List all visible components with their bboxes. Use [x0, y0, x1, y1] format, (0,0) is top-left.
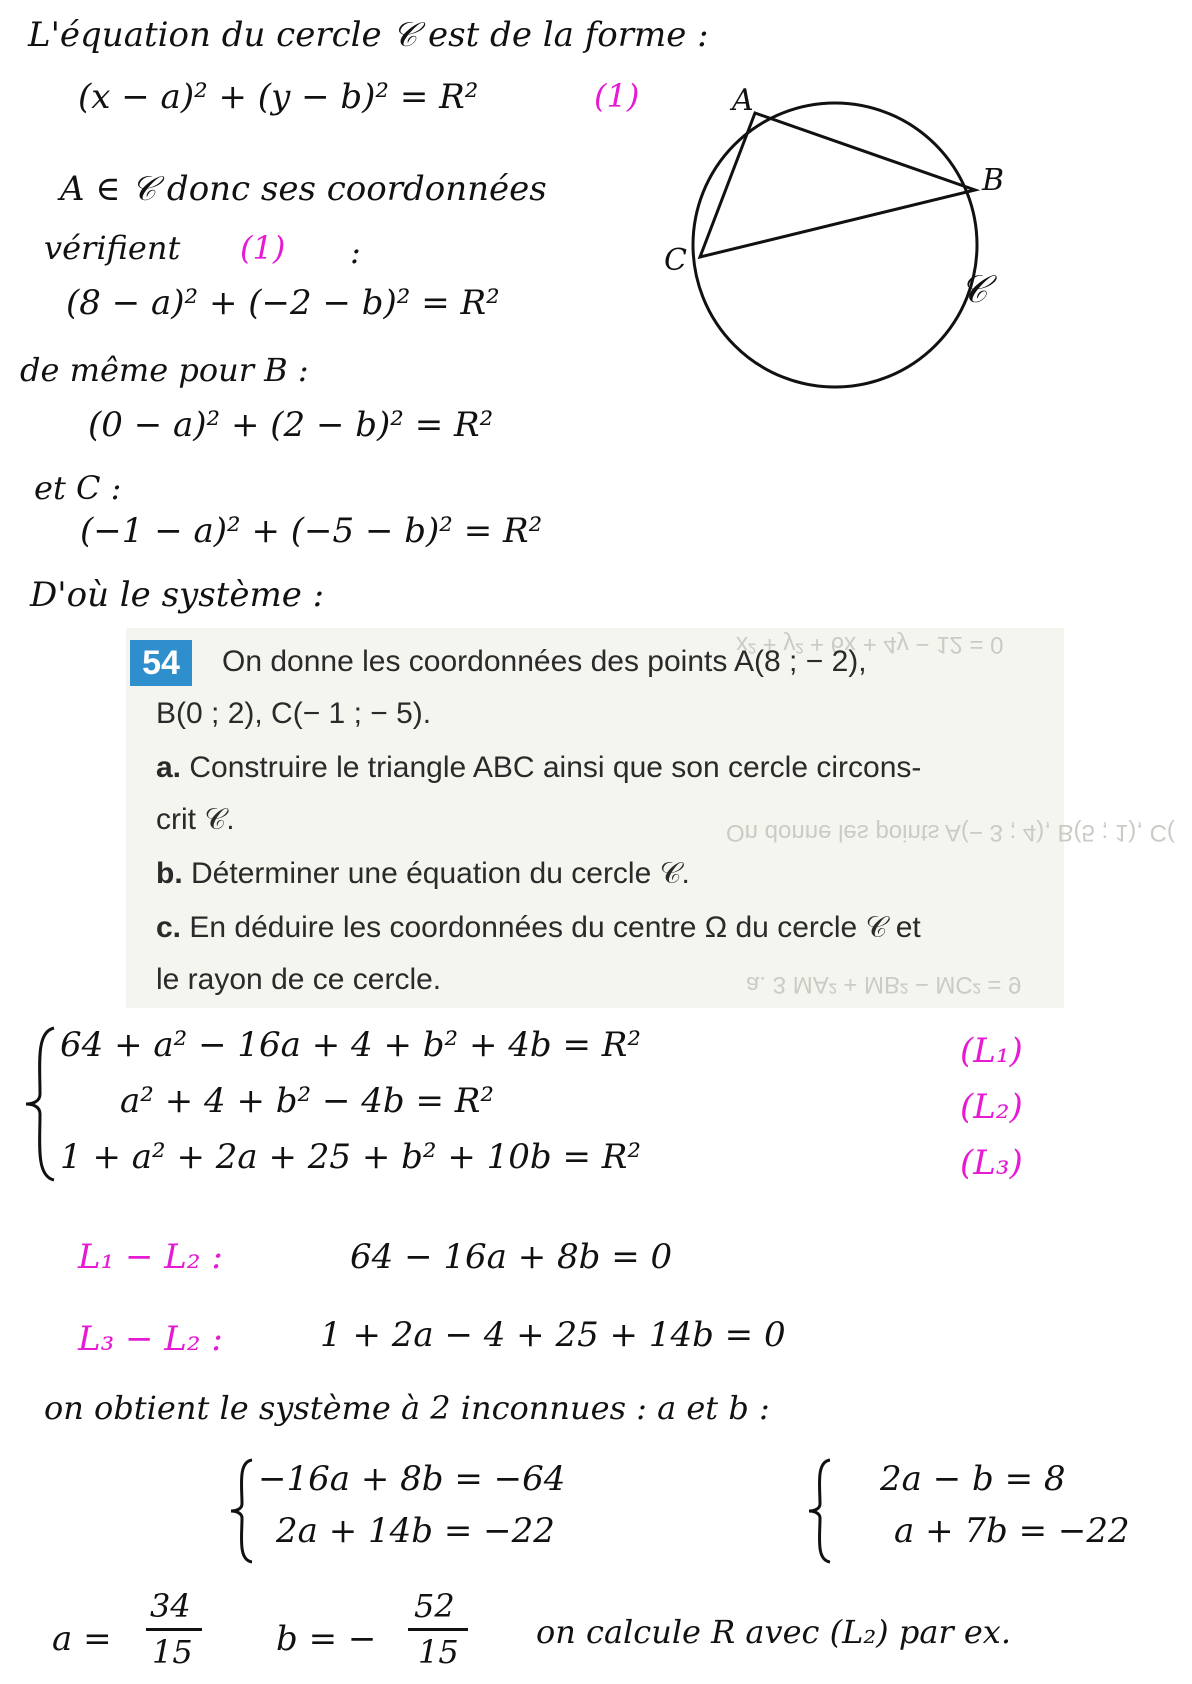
system-line-1: 64 + a² − 16a + 4 + b² + 4b = R² — [60, 1025, 641, 1065]
system-line-3: 1 + a² + 2a + 25 + b² + 10b = R² — [60, 1137, 641, 1177]
reduced-brace-1 — [228, 1456, 258, 1566]
exercise-line-1: On donne les coordonnées des points A(8 ; − 2), — [222, 645, 867, 678]
exercise-box — [126, 628, 1175, 1008]
reduced-system-1-line-2: 2a + 14b = −22 — [276, 1511, 555, 1551]
question-b-label: b. — [156, 857, 183, 890]
question-c-text: En déduire les coordonnées du centre Ω du cercle 𝒞 et — [189, 911, 921, 944]
et-c-text: et C : — [34, 469, 122, 507]
equation-point-b: (0 − a)² + (2 − b)² = R² — [88, 405, 494, 445]
operation-2-label: L₃ − L₂ : — [78, 1319, 223, 1359]
a-denominator: 15 — [152, 1633, 193, 1671]
b-denominator: 15 — [418, 1633, 459, 1671]
system-tag-l2: (L₂) — [960, 1087, 1023, 1127]
label-circle: 𝒞 — [960, 267, 988, 311]
bleed-through-text: x² + y² + 6x + 4y − 12 = 0 — [736, 631, 1004, 658]
exercise-line-2: B(0 ; 2), C(− 1 ; − 5). — [156, 697, 432, 730]
operation-2-result: 1 + 2a − 4 + 25 + 14b = 0 — [320, 1315, 786, 1355]
verifient-colon: : — [350, 233, 361, 271]
system-tag-l3: (L₃) — [960, 1143, 1023, 1183]
reduced-system-2-line-2: a + 7b = −22 — [894, 1511, 1130, 1551]
triangle-abc — [700, 113, 975, 257]
label-c: C — [664, 243, 687, 278]
verifient-text: vérifient — [44, 229, 181, 267]
label-a: A — [732, 83, 754, 118]
exercise-number: 54 — [130, 640, 192, 686]
question-c-text-2: le rayon de ce cercle. — [156, 963, 442, 996]
a-fraction-bar — [146, 1628, 202, 1631]
equation-point-c: (−1 − a)² + (−5 − b)² = R² — [80, 511, 543, 551]
question-c — [156, 910, 921, 946]
question-a-text: Construire le triangle ABC ainsi que son cercle circons- — [189, 751, 922, 784]
intro-text: L'équation du cercle 𝒞 est de la forme : — [28, 15, 709, 55]
question-b — [156, 856, 690, 892]
question-c-label: c. — [156, 911, 182, 944]
question-a — [156, 750, 921, 786]
b-numerator: 52 — [414, 1587, 455, 1625]
circle-triangle-figure — [660, 80, 1040, 400]
system-tag-l1: (L₁) — [960, 1031, 1023, 1071]
dou-systeme-text: D'où le système : — [30, 575, 325, 615]
a-in-circle-text: A ∈ 𝒞 donc ses coordonnées — [60, 169, 547, 209]
circumscribed-circle — [693, 103, 977, 387]
question-a-label: a. — [156, 751, 182, 784]
b-equals: b = − — [276, 1619, 377, 1659]
label-b: B — [982, 163, 1005, 198]
a-equals: a = — [52, 1619, 112, 1659]
a-numerator: 34 — [150, 1587, 191, 1625]
system-brace — [22, 1024, 62, 1184]
question-a-text-2: crit 𝒞. — [156, 803, 235, 836]
operation-1-label: L₁ − L₂ : — [78, 1237, 223, 1277]
operation-1-result: 64 − 16a + 8b = 0 — [350, 1237, 673, 1277]
meme-pour-b-text: de même pour B : — [20, 351, 309, 389]
equation-tag-1: (1) — [594, 77, 640, 115]
verifient-tag: (1) — [240, 229, 286, 267]
system-line-2: a² + 4 + b² − 4b = R² — [120, 1081, 494, 1121]
reduced-system-1-line-1: −16a + 8b = −64 — [258, 1459, 566, 1499]
bleed-through-text: a. 3 MA² + MB² − MC² = 9 — [746, 971, 1022, 998]
equation-point-a: (8 − a)² + (−2 − b)² = R² — [66, 283, 500, 323]
reduced-system-2-line-1: 2a − b = 8 — [880, 1459, 1066, 1499]
b-fraction-bar — [408, 1628, 468, 1631]
calculate-r-note: on calcule R avec (L₂) par ex. — [536, 1613, 1012, 1651]
bleed-through-text: On donne les points A(− 3 ; 4), B(5 ; 1), C( — [726, 819, 1175, 846]
question-b-text: Déterminer une équation du cercle 𝒞. — [191, 857, 690, 890]
obtient-text: on obtient le système à 2 inconnues : a et b : — [44, 1389, 770, 1427]
reduced-brace-2 — [806, 1456, 836, 1566]
general-equation: (x − a)² + (y − b)² = R² — [78, 77, 479, 117]
